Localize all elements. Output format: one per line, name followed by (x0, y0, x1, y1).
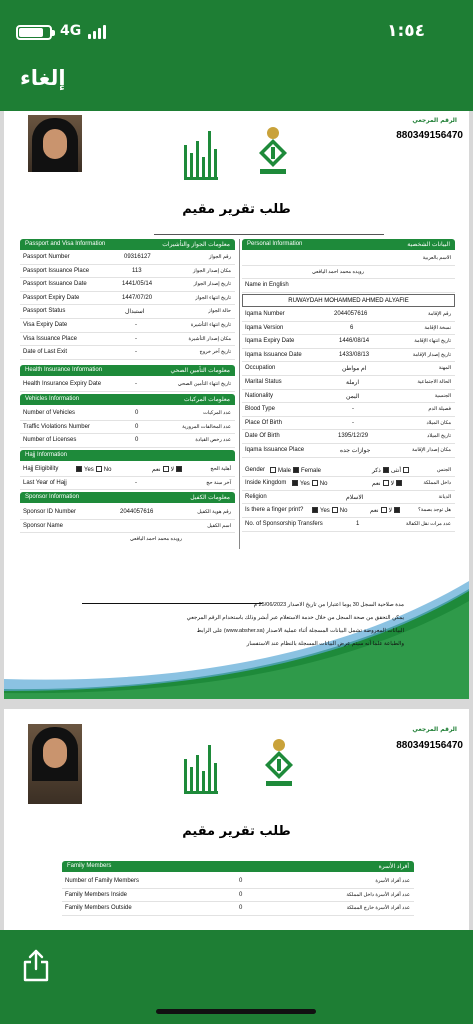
table-row: Sponsor Name اسم الكفيل (20, 520, 235, 534)
family-rows (62, 875, 414, 916)
share-icon[interactable] (22, 948, 50, 982)
report-page-1 (4, 111, 469, 699)
table-row: Nationality اليمن الجنسية (242, 390, 455, 404)
section-header-passport: Passport and Visa Information معلومات الجواز والتأشيرات (20, 239, 235, 250)
section-header-vehicles: Vehicles Information معلومات المركبات (20, 394, 235, 405)
top-bar (0, 0, 473, 111)
reference-label: الرقم المرجعي (412, 117, 457, 124)
bottom-toolbar (0, 930, 473, 1024)
divider (154, 234, 384, 235)
ministry-emblem (256, 125, 290, 175)
table-row: Place Of Birth - مكان الميلاد (242, 417, 455, 431)
table-row: Inside Kingdom Yes No لانعم داخل المملكة (242, 477, 455, 491)
section-header-hajj: Hajj Information (20, 450, 235, 461)
table-row: Gender Male Female أنثىذكر الجنس (242, 464, 455, 478)
table-row: Hajj Eligibility Yes No لانعم أهلية الحج (20, 463, 235, 477)
report-title: طلب تقرير مقيم (182, 202, 291, 217)
table-row: Number of Licenses 0 عدد رخص القيادة (20, 434, 235, 448)
table-row: Passport Expiry Date 1447/07/20 تاريخ انتهاء الجواز (20, 292, 235, 306)
ministry-emblem (262, 737, 296, 787)
table-row: Number of Family Members 0 عدد أفراد الأسرة (62, 875, 414, 889)
column-divider (239, 239, 240, 549)
table-row: Visa Expiry Date - تاريخ انتهاء التأشيرة (20, 319, 235, 333)
table-row: رويده محمد احمد اليافعي (242, 266, 455, 280)
section-header-sponsor: Sponsor Information معلومات الكفيل (20, 492, 235, 503)
table-row: Passport Issuance Date 1441/05/14 تاريخ إصدار الجواز (20, 278, 235, 292)
section-header-health: Health Insurance Information معلومات التأمين الصحي (20, 365, 235, 376)
table-row: Blood Type - فصيلة الدم (242, 403, 455, 417)
table-row: Passport Issuance Place 113 مكان إصدار الجواز (20, 265, 235, 279)
table-row: رويده محمد احمد اليافعي (130, 536, 182, 543)
reference-number: 880349156470 (396, 130, 463, 141)
health-rows (20, 378, 235, 392)
table-row: Traffic Violations Number 0 عدد المخالفات المرورية (20, 421, 235, 435)
personal-rows (242, 308, 455, 532)
reference-number: 880349156470 (396, 740, 463, 751)
table-row: Is there a finger print? Yes No لانعم هل توجد بصمة؟ (242, 504, 455, 518)
sponsor-rows (20, 506, 235, 547)
battery-icon (16, 25, 52, 40)
table-row: Iqama Expiry Date 1446/08/14 تاريخ انتهاء الإقامة (242, 335, 455, 349)
table-row: Religion الاسلام الديانة (242, 491, 455, 505)
table-row: Number of Vehicles 0 عدد المركبات (20, 407, 235, 421)
table-row: Marital Status ارملة الحالة الاجتماعية (242, 376, 455, 390)
report-page-2 (4, 709, 469, 930)
report-notes: مدة صلاحية السجل 30 يوما اعتبارا من تاريخ الاصدار 25/06/2023 م يمكن التحقق من صحة السجل من خلال خدمة الاستعلام عبر أبشر وذلك باستخدام الرقم المرجعي على الرابط (www.absher.sa) البيانات المعروضة تشمل البيانات المسجلة أثناء عملية الاصدار والطباعة علما أنه سيتم عرض البيانات المسجلة بالنظام عند الاستفسار (186, 602, 404, 647)
network-label: 4G (60, 23, 82, 39)
clock: ١:٥٤ (387, 21, 425, 41)
table-row: Family Members Inside 0 عدد أفراد الأسرة داخل المملكة (62, 889, 414, 903)
personal-name-rows (242, 252, 455, 293)
reference-label: الرقم المرجعي (412, 726, 457, 733)
signal-icon (88, 25, 108, 39)
table-row: Passport Number 09316127 رقم الجواز (20, 251, 235, 265)
table-row: Date of Last Exit - تاريخ آخر خروج (20, 346, 235, 360)
table-row: Iqama Version 6 نسخة الإقامة (242, 322, 455, 336)
english-name-box: RUWAYDAH MOHAMMED AHMED ALYAFIE (242, 294, 455, 307)
section-header-family: Family Members أفراد الأسرة (62, 861, 414, 872)
table-row: Name in English (242, 279, 455, 293)
profile-photo (28, 115, 82, 172)
table-row: Occupation ام مواطن المهنة (242, 362, 455, 376)
vehicles-rows (20, 407, 235, 448)
table-row: Iqama Number 2044057616 رقم الإقامة (242, 308, 455, 322)
absher-logo (182, 125, 220, 181)
table-row: Health Insurance Expiry Date - تاريخ انتهاء التأمين الصحي (20, 378, 235, 392)
document-viewer[interactable] (0, 111, 473, 930)
cancel-button[interactable]: إلغاء (20, 66, 66, 90)
home-indicator[interactable] (156, 1009, 316, 1014)
table-row: Iqama Issuance Place جوازات جده مكان إصدار الإقامة (242, 444, 455, 458)
table-row: Iqama Issuance Date 1433/08/13 تاريخ إصدار الإقامة (242, 349, 455, 363)
table-row: Date Of Birth 1395/12/29 تاريخ الميلاد (242, 430, 455, 444)
profile-photo (28, 724, 82, 804)
table-row: Passport Status استبدال حالة الجواز (20, 305, 235, 319)
hajj-rows (20, 463, 235, 490)
passport-rows (20, 251, 235, 360)
status-bar (0, 22, 473, 42)
table-row: Visa Issuance Place - مكان إصدار التأشيرة (20, 333, 235, 347)
absher-logo (182, 739, 220, 795)
table-row: Family Members Outside 0 عدد أفراد الأسرة خارج المملكة (62, 902, 414, 916)
table-row: Last Year of Hajj - آخر سنة حج (20, 477, 235, 491)
table-row: Sponsor ID Number 2044057616 رقم هوية الكفيل (20, 506, 235, 520)
table-row: الاسم بالعربية (242, 252, 455, 266)
section-header-personal: Personal Information البيانات الشخصية (242, 239, 455, 250)
table-row: No. of Sponsorship Transfers 1 عدد مرات نقل الكفالة (242, 518, 455, 532)
report-title: طلب تقرير مقيم (182, 824, 291, 839)
